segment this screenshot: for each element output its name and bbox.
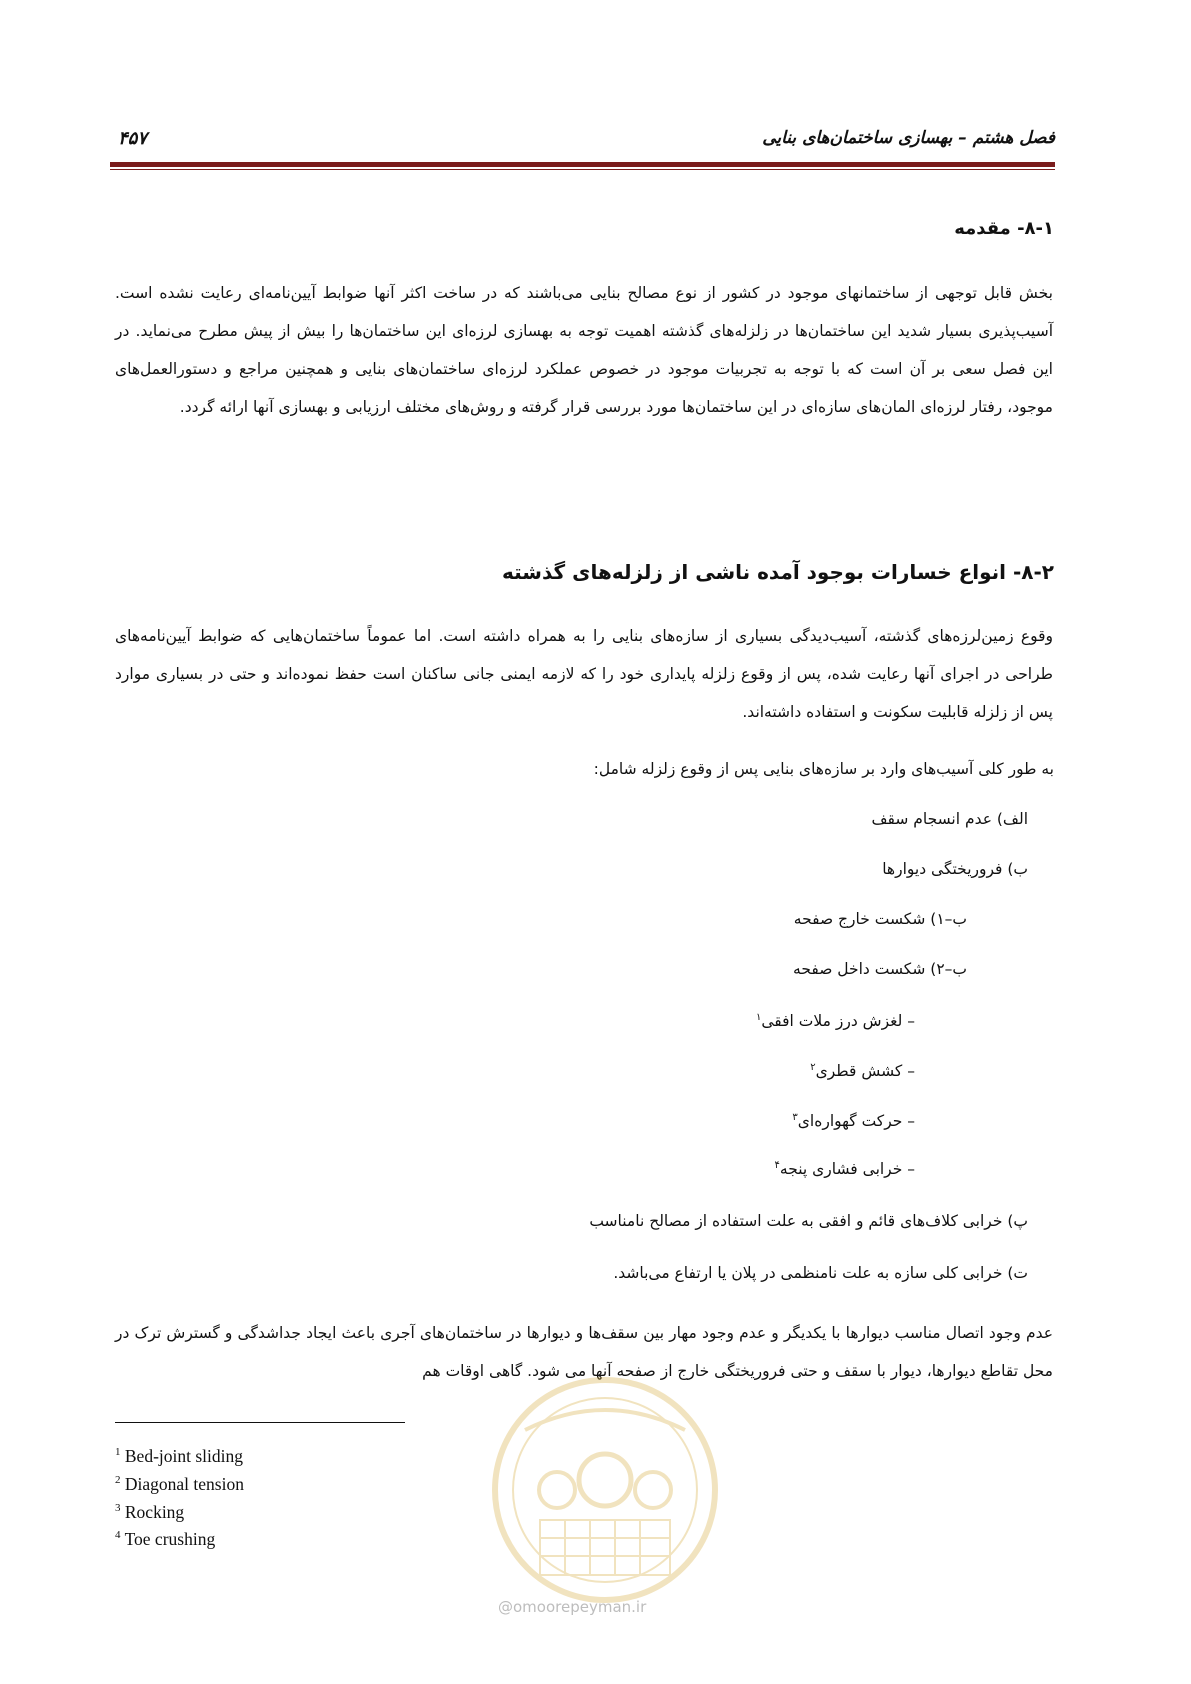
footnote-text: Toe crushing <box>124 1529 216 1550</box>
footnote-ref[interactable]: ۳ <box>792 1112 798 1123</box>
section-1-paragraph: بخش قابل توجهی از ساختمانهای موجود در کشور از نوع مصالح بنایی می‌باشند که در ساخت اکثر آنها ضوابط آیین‌نامه‌ای رعایت نشده است. آسیب‌پذیری بسیار شدید این ساختمان‌ها در زلزله‌های گذشته اهمیت توجه به بهسازی لرزه‌ای این ساختمان‌ها را بیش از پیش مطرح می‌نماید. در این فصل سعی بر آن است که با توجه به تجربیات موجود در خصوص عملکرد لرزه‌ای ساختمان‌های بنایی و همچنین مراجع و دستورالعمل‌های موجود، رفتار لرزه‌ای المان‌های سازه‌ای در این ساختمان‌ها مورد بررسی قرار گرفته و روش‌های مختلف ارزیابی و بهسازی آنها ارائه گردد. <box>115 284 1053 416</box>
list-item-b2: ب–۲) شکست داخل صفحه <box>793 960 967 978</box>
footnote-number: 3 <box>115 1501 121 1514</box>
footnote-ref[interactable]: ۱ <box>756 1012 762 1023</box>
section-2-heading: ۸-۲- انواع خسارات بوجود آمده ناشی از زلزله‌های گذشته <box>502 560 1054 584</box>
footnotes <box>115 1440 244 1551</box>
page-header <box>110 128 1055 154</box>
footnote <box>115 1523 244 1551</box>
footnote-number: 4 <box>115 1529 121 1542</box>
footnote-text: Diagonal tension <box>124 1473 244 1494</box>
damage-list-intro: به طور کلی آسیب‌های وارد بر سازه‌های بنایی پس از وقوع زلزله شامل: <box>593 760 1054 778</box>
header-rule-thick <box>110 162 1055 167</box>
footnote-number: 2 <box>115 1473 121 1486</box>
sub-item-text: – خرابی فشاری پنجه <box>779 1160 915 1179</box>
footnote <box>115 1468 244 1496</box>
section-2-paragraph: وقوع زمین‌لرزه‌های گذشته، آسیب‌دیدگی بسیاری از سازه‌های بنایی را به همراه داشته است. اما عموماً ساختمان‌هایی که ضوابط آیین‌نامه‌های طراحی در اجرای آنها رعایت شده، پس از وقوع زلزله پایداری خود را که لازمه ایمنی جانی ساکنان است حفظ نموده‌اند و حتی در بسیاری موارد پس از زلزله قابلیت سکونت و استفاده داشته‌اند. <box>115 627 1053 721</box>
footnote-separator <box>115 1422 405 1423</box>
sub-item-rocking <box>792 1112 915 1130</box>
list-item-t: ت) خرابی کلی سازه به علت نامنظمی در پلان یا ارتفاع می‌باشد. <box>613 1264 1028 1282</box>
list-item-p: پ) خرابی کلاف‌های قائم و افقی به علت استفاده از مصالح نامناسب <box>589 1212 1028 1230</box>
list-item-b1: ب–۱) شکست خارج صفحه <box>793 910 967 928</box>
chapter-title: فصل هشتم – بهسازی ساختمان‌های بنایی <box>762 128 1055 148</box>
watermark-url: @omoorepeyman.ir <box>498 1598 647 1616</box>
sub-item-bed-joint <box>756 1012 915 1030</box>
footnote-ref[interactable]: ۲ <box>810 1062 816 1073</box>
header-rule-thin <box>110 169 1055 170</box>
section-1-heading: ۸-۱- مقدمه <box>954 218 1054 239</box>
footnote-text: Bed-joint sliding <box>124 1445 243 1466</box>
footnote-text: Rocking <box>124 1501 185 1522</box>
sub-item-toe <box>775 1160 915 1178</box>
watermark-seal-icon <box>485 1370 725 1610</box>
closing-paragraph: عدم وجود اتصال مناسب دیوارها با یکدیگر و عدم وجود مهار بین سقف‌ها و دیوارها در ساختمان‌های آجری باعث ایجاد جداشدگی و گسترش ترک در محل تقاطع دیوارها، دیوار با سقف و حتی فروریختگی خارج از صفحه آنها می شود. گاهی اوقات هم <box>115 1324 1053 1380</box>
sub-item-text: – لغزش درز ملات افقی <box>761 1012 915 1031</box>
sub-item-diagonal <box>810 1062 915 1080</box>
footnote-number: 1 <box>115 1446 121 1458</box>
footnote-ref[interactable]: ۴ <box>774 1160 780 1171</box>
footnote <box>115 1496 244 1524</box>
list-item-a: الف) عدم انسجام سقف <box>871 810 1028 828</box>
list-item-b: ب) فروریختگی دیوارها <box>882 860 1028 878</box>
footnote <box>115 1440 244 1468</box>
sub-item-text: – حرکت گهواره‌ای <box>797 1112 915 1131</box>
sub-item-text: – کشش قطری <box>815 1062 915 1081</box>
page-number: ۴۵۷ <box>118 128 148 149</box>
